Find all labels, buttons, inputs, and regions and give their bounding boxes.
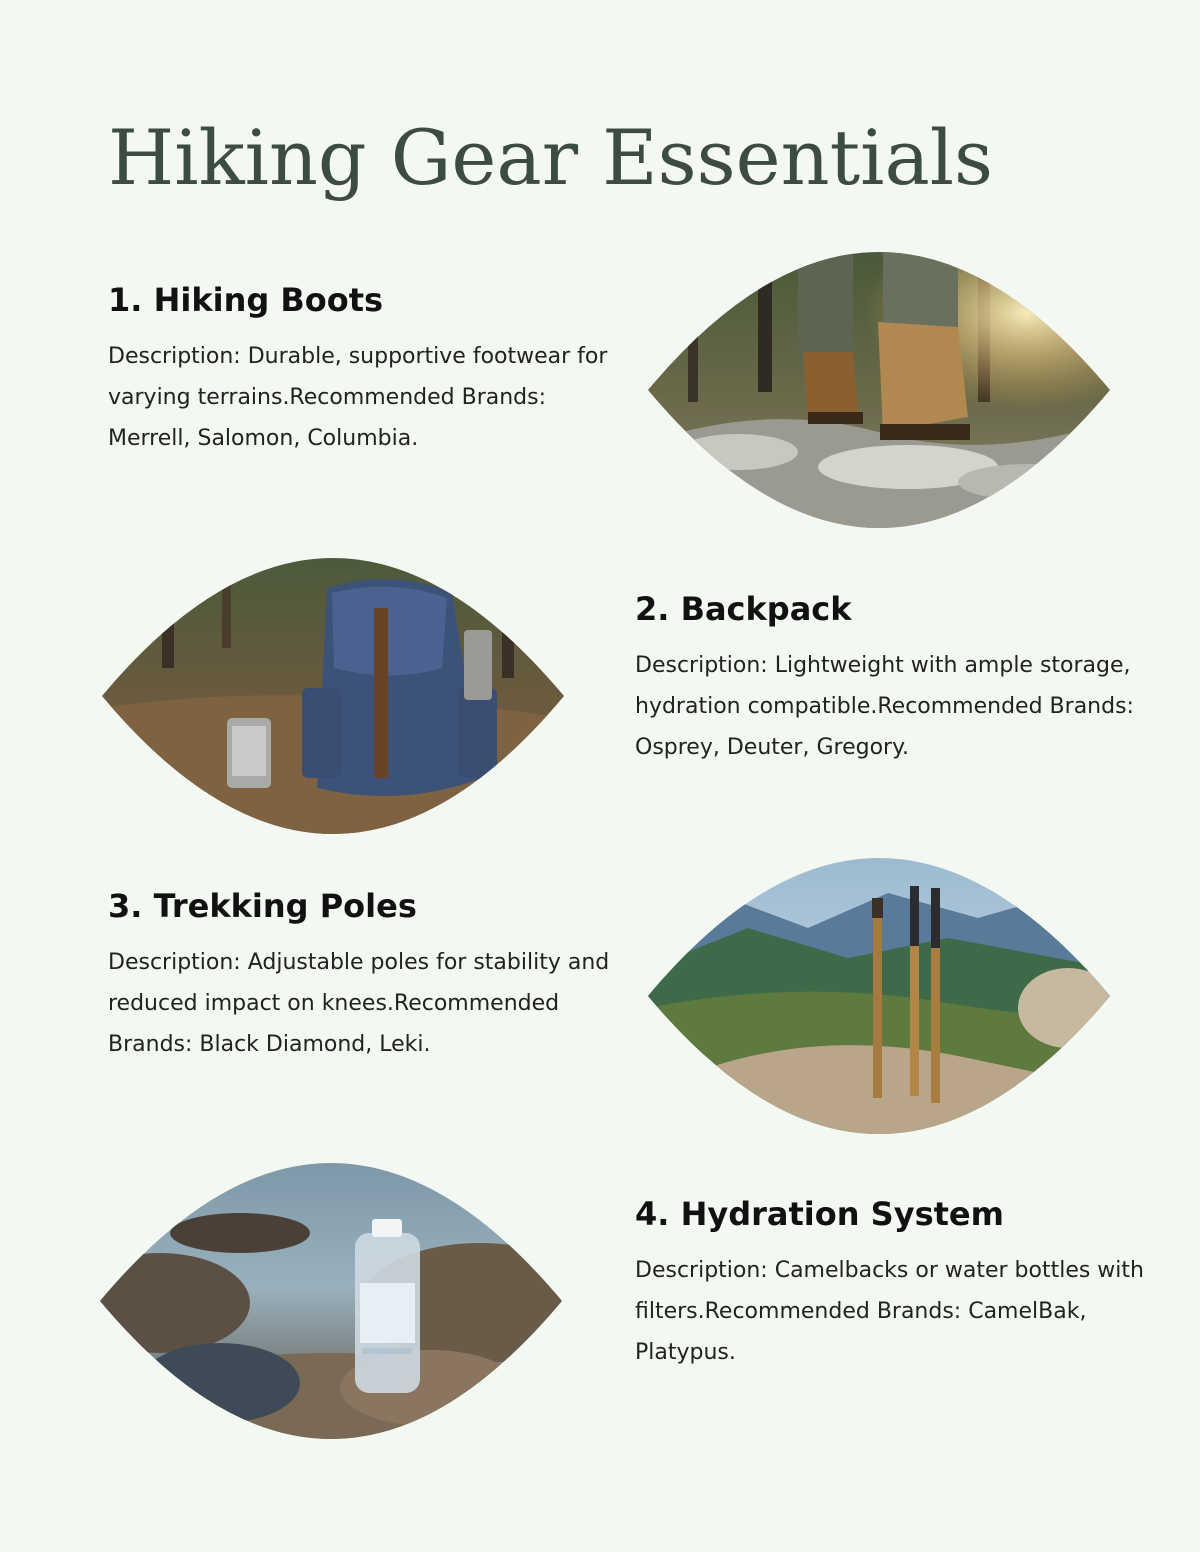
- gear-description: Description: Adjustable poles for stability and reduced impact on knees.Recommended Brands: Black Diamond, Leki.: [108, 950, 610, 1057]
- gear-description: Description: Lightweight with ample storage, hydration compatible.Recommended Brands: Osprey, Deuter, Gregory.: [635, 653, 1134, 760]
- gear-item-hiking-boots: [108, 280, 628, 459]
- hiking-boots-photo: [648, 252, 1110, 528]
- water-bottle-photo: [100, 1163, 562, 1439]
- gear-item-trekking-poles: [108, 886, 628, 1065]
- gear-item-backpack: [635, 589, 1155, 768]
- gear-heading: 2. Backpack: [635, 590, 852, 628]
- gear-heading: 4. Hydration System: [635, 1195, 1004, 1233]
- gear-heading: 3. Trekking Poles: [108, 887, 417, 925]
- gear-heading: 1. Hiking Boots: [108, 281, 384, 319]
- gear-description: Description: Camelbacks or water bottles with filters.Recommended Brands: CamelBak, Platypus.: [635, 1258, 1144, 1365]
- page-title: Hiking Gear Essentials: [108, 113, 994, 202]
- gear-description: Description: Durable, supportive footwear for varying terrains.Recommended Brands: Merrell, Salomon, Columbia.: [108, 344, 608, 451]
- gear-item-hydration-system: [635, 1194, 1155, 1373]
- trekking-poles-photo: [648, 858, 1110, 1134]
- backpack-photo: [102, 558, 564, 834]
